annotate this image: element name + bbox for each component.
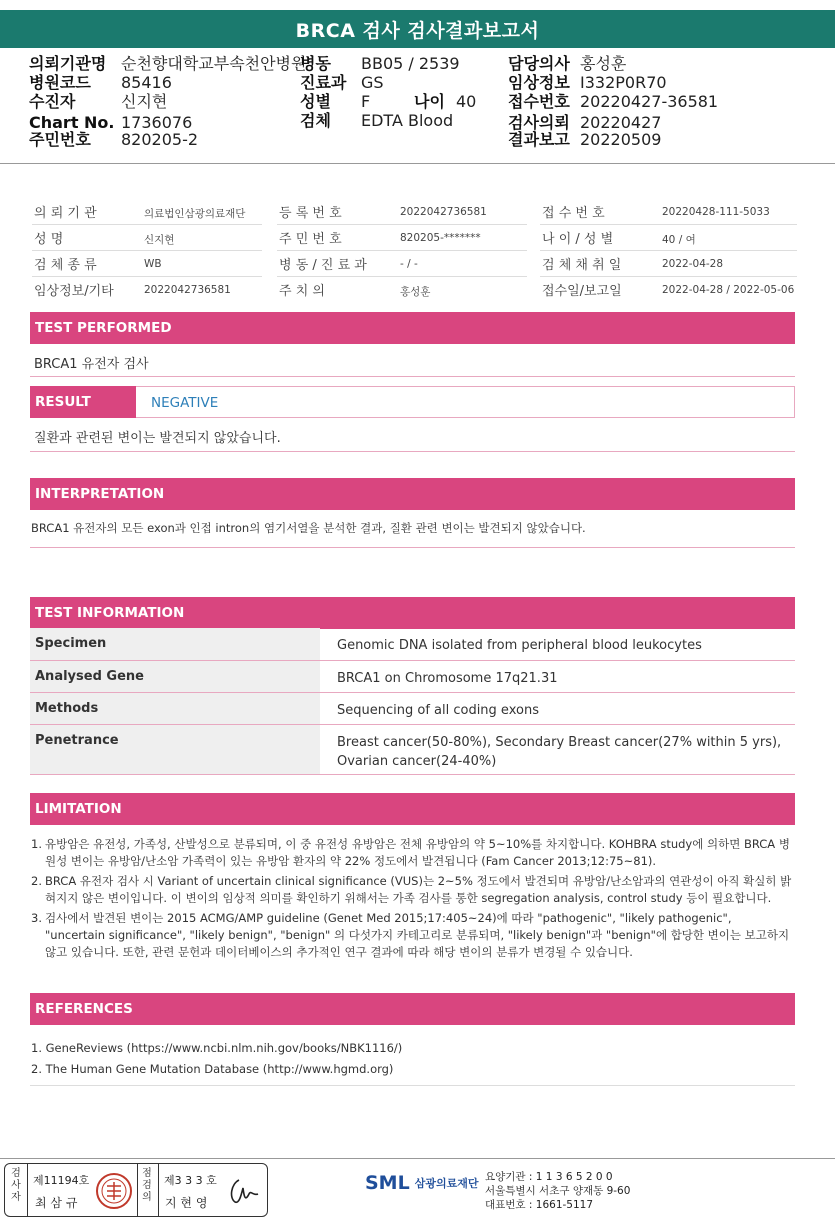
table-row-label: Methods (30, 693, 320, 724)
approver-signature-icon (225, 1174, 263, 1208)
info-label: 검 체 종 류 (34, 258, 97, 273)
header-label: 검체 (300, 111, 331, 130)
list-item-number: 3. (31, 911, 42, 925)
section-divider (30, 547, 795, 548)
table-row-label: Analysed Gene (30, 661, 320, 692)
header-value: 20220427 (580, 113, 662, 132)
header-label: 성별 (300, 92, 331, 111)
info-label: 등 록 번 호 (279, 206, 342, 221)
info-row (32, 200, 797, 226)
contact-line: 서울특별시 서초구 양재동 9-60 (485, 1185, 631, 1197)
info-label: 주 민 번 호 (279, 232, 342, 247)
info-label: 주 치 의 (279, 284, 325, 299)
info-label: 접 수 번 호 (542, 206, 605, 221)
header-label: 주민번호 (29, 130, 91, 149)
info-row (32, 252, 797, 278)
table-row (30, 693, 795, 725)
list-item (31, 873, 793, 907)
list-item (31, 836, 793, 870)
header-value: 85416 (121, 73, 172, 92)
list-item: 2. The Human Gene Mutation Database (http://www.hgmd.org) (31, 1062, 394, 1076)
approver-label: 점검의 (142, 1168, 152, 1203)
header-label: Chart No. (29, 113, 115, 132)
info-value: 의료법인삼광의료재단 (144, 208, 246, 220)
limitation-list (31, 836, 793, 964)
examiner-label: 검사자 (11, 1168, 21, 1203)
logo-mark: SML (365, 1172, 410, 1194)
header-value: 820205-2 (121, 130, 199, 149)
info-value: 2022042736581 (400, 206, 487, 218)
table-row (30, 628, 795, 661)
info-divider (277, 276, 527, 277)
limitation-heading: LIMITATION (30, 793, 795, 825)
table-row-value: Breast cancer(50-80%), Secondary Breast cancer(27% within 5 yrs), Ovarian cancer(24-40%) (337, 735, 782, 769)
info-label: 검 체 채 취 일 (542, 258, 622, 273)
header-divider (0, 163, 835, 164)
info-label: 임상정보/기타 (34, 284, 114, 299)
footer-divider (0, 1158, 835, 1159)
section-divider (30, 376, 795, 377)
info-divider (32, 224, 262, 225)
header-value: 홍성훈 (580, 54, 627, 73)
age-label: 나이 (414, 92, 445, 111)
test-performed-heading: TEST PERFORMED (30, 312, 795, 344)
info-row (32, 278, 797, 304)
age-value: 40 (456, 92, 477, 111)
list-item-text: BRCA 유전자 검사 시 Variant of uncertain clinical significance (VUS)는 2~5% 정도에서 발견되며 유방암/난소암과의 연관성이 아직 확실히 밝혀지지 않은 변이입니다. 이 변이의 임상적 의미를 확인하기 위해서는 가족 검사를 통한 segregation analysis, control study 등이 필요합니다. (45, 874, 792, 905)
logo-name: 삼광의료재단 (414, 1177, 479, 1190)
list-item (31, 910, 793, 961)
examiner-seal-icon (95, 1172, 133, 1210)
info-divider (277, 224, 527, 225)
list-item-number: 1. (31, 837, 42, 851)
contact-line: 요양기관 : 1 1 3 6 5 2 0 0 (485, 1171, 613, 1183)
header-label: 담당의사 (508, 54, 570, 73)
result-heading: RESULT (30, 386, 795, 418)
approver-name: 지 현 영 (165, 1196, 208, 1210)
info-label: 성 명 (34, 232, 64, 247)
table-row-value: Genomic DNA isolated from peripheral blood leukocytes (337, 638, 702, 653)
signature-box (4, 1163, 268, 1217)
references-list (31, 1038, 793, 1080)
table-row-label: Specimen (30, 628, 320, 660)
header-value: BB05 / 2539 (361, 54, 460, 73)
header-label: 결과보고 (508, 130, 570, 149)
header-value: 20220509 (580, 130, 662, 149)
signature-divider (27, 1164, 28, 1216)
table-row-value: Sequencing of all coding exons (337, 703, 539, 718)
info-label: 나 이 / 성 별 (542, 232, 614, 247)
info-row (32, 226, 797, 252)
info-value: 20220428-111-5033 (662, 206, 770, 218)
info-value: 홍성훈 (400, 286, 431, 298)
info-value: WB (144, 258, 162, 270)
header-value: F (361, 92, 371, 111)
header-label: 병동 (300, 54, 331, 73)
result-value: NEGATIVE (136, 386, 795, 418)
header-label: 수진자 (29, 92, 76, 111)
info-divider (540, 224, 797, 225)
header-value: 신지현 (121, 92, 168, 111)
test-performed-text: BRCA1 유전자 검사 (34, 357, 149, 372)
list-item: 1. GeneReviews (https://www.ncbi.nlm.nih.gov/books/NBK1116/) (31, 1041, 403, 1055)
test-information-heading: TEST INFORMATION (30, 597, 795, 629)
info-divider (277, 250, 527, 251)
list-item-text: 검사에서 발견된 변이는 2015 ACMG/AMP guideline (Genet Med 2015;17:405~24)에 따라 "pathogenic", "likely pathogenic", "uncertain significance", "likely benign", "benign" 의 다섯가지 카테고리로 분류되며, "likely benign"과 "benign"에 합당한 변이는 보고하지 않고 있습니다. 또한, 관련 문헌과 데이터베이스의 추가적인 연구 결과에 따라 해당 변이의 분류가 변경될 수 있습니다. (45, 911, 790, 959)
header-label: 임상정보 (508, 73, 570, 92)
header-value: I332P0R70 (580, 73, 667, 92)
table-row-value: BRCA1 on Chromosome 17q21.31 (337, 671, 558, 686)
section-divider (30, 451, 795, 452)
info-label: 의 뢰 기 관 (34, 206, 97, 221)
info-value: 40 / 여 (662, 234, 696, 246)
info-label: 병 동 / 진 료 과 (279, 258, 367, 273)
section-divider (30, 1085, 795, 1086)
info-value: 2022042736581 (144, 284, 231, 296)
header-value: 20220427-36581 (580, 92, 719, 111)
header-value: 1736076 (121, 113, 193, 132)
header-value: 순천향대학교부속천안병원 (121, 54, 307, 73)
header-label: 병원코드 (29, 73, 91, 92)
info-divider (32, 276, 262, 277)
info-divider (32, 250, 262, 251)
table-row-label: Penetrance (30, 725, 320, 774)
info-label: 접수일/보고일 (542, 284, 622, 299)
table-row (30, 725, 795, 775)
header-label: 의뢰기관명 (29, 54, 107, 73)
list-item-text: 유방암은 유전성, 가족성, 산발성으로 분류되며, 이 중 유전성 유방암은 전체 유방암의 약 5~10%를 차지합니다. KOHBRA study에 의하면 BRCA 병원성 변이는 유방암/난소암 가족력이 있는 유방암 환자의 약 22% 정도에서 발견됩니다 (Fam Cancer 2013;12:75~81). (45, 837, 790, 868)
info-value: 신지현 (144, 234, 175, 246)
contact-line: 대표번호 : 1661-5117 (485, 1199, 594, 1211)
info-divider (540, 250, 797, 251)
signature-divider (137, 1164, 138, 1216)
approver-license-no: 제3 3 3 호 (164, 1174, 217, 1187)
header-label: 진료과 (300, 73, 347, 92)
table-row (30, 661, 795, 693)
result-text: 질환과 관련된 변이는 발견되지 않았습니다. (34, 431, 281, 446)
report-title: BRCA 검사 검사결과보고서 (0, 10, 835, 48)
interpretation-text: BRCA1 유전자의 모든 exon과 인접 intron의 염기서열을 분석한 결과, 질환 관련 변이는 발견되지 않았습니다. (31, 521, 586, 535)
references-heading: REFERENCES (30, 993, 795, 1025)
lab-logo (365, 1172, 478, 1194)
examiner-license-no: 제11194호 (33, 1174, 90, 1187)
info-value: 820205-******* (400, 232, 481, 244)
examiner-name: 최 삼 규 (35, 1196, 78, 1210)
signature-divider (158, 1164, 159, 1216)
info-divider (540, 276, 797, 277)
info-value: - / - (400, 258, 418, 270)
lab-contact (485, 1170, 630, 1212)
interpretation-heading: INTERPRETATION (30, 478, 795, 510)
info-value: 2022-04-28 / 2022-05-06 (662, 284, 795, 296)
header-label: 검사의뢰 (508, 113, 570, 132)
header-value: GS (361, 73, 384, 92)
list-item-number: 2. (31, 874, 42, 888)
header-label: 접수번호 (508, 92, 570, 111)
info-value: 2022-04-28 (662, 258, 724, 270)
header-value: EDTA Blood (361, 111, 454, 130)
